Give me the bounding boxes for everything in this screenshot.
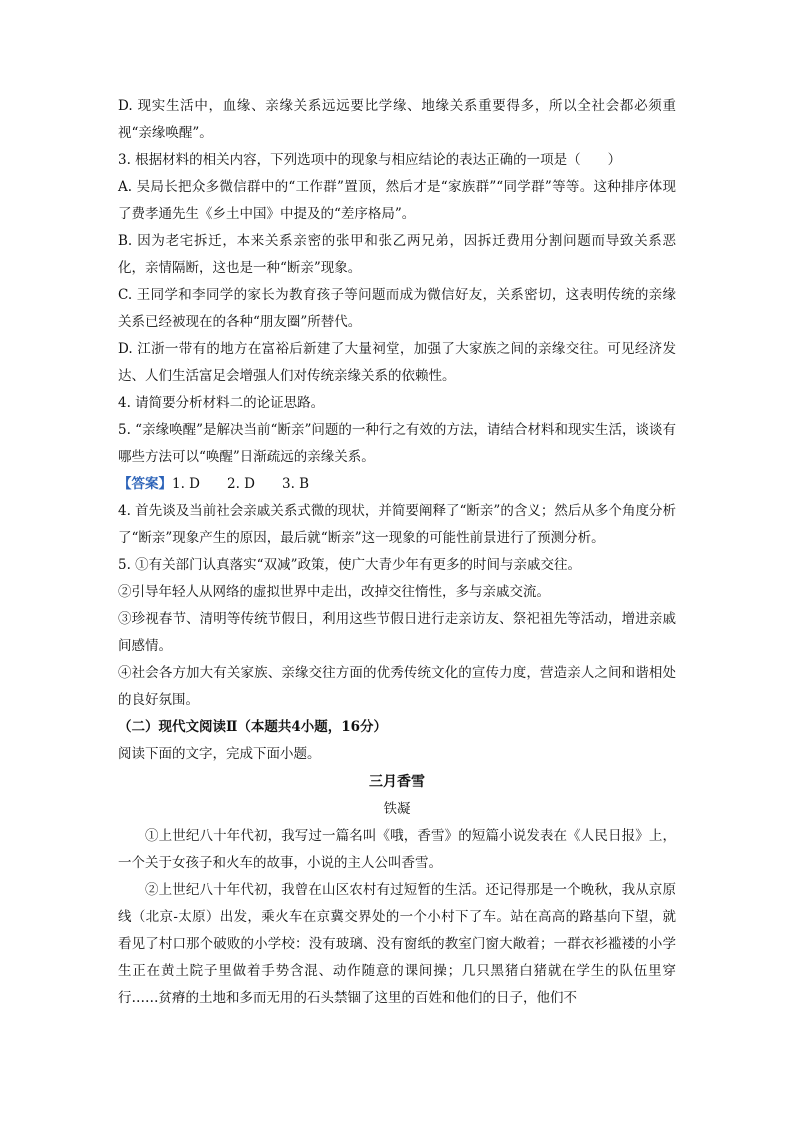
answer-5-2: ②引导年轻人从网络的虚拟世界中走出，改掉交往惰性，多与亲戚交流。 (118, 584, 550, 600)
q3-option-c: C. 王同学和李同学的家长为教育孩子等问题而成为微信好友，关系密切，这表明传统的亲缘关系已经被现在的各种“朋友圈”所替代。 (118, 287, 676, 330)
answer-item-1: 1. D (172, 476, 200, 492)
answer-5-4: ④社会各方加大有关家族、亲缘交往方面的优秀传统文化的宣传力度，营造亲人之间和谐相处的良好氛围。 (118, 665, 676, 708)
q3-stem: 3. 根据材料的相关内容，下列选项中的现象与相应结论的表达正确的一项是（ ） (118, 152, 622, 168)
answer-4: 4. 首先谈及当前社会亲戚关系式微的现状，并简要阐释了“断亲”的含义；然后从多个角度分析了“断亲”现象产生的原因，最后就“断亲”这一现象的可能性前景进行了预测分析。 (118, 503, 676, 546)
q2-option-d: D. 现实生活中，血缘、亲缘关系远远要比学缘、地缘关系重要得多，所以全社会都必须重视“亲缘唤醒”。 (118, 98, 676, 141)
article-paragraph-1: ①上世纪八十年代初，我写过一篇名叫《哦，香雪》的短篇小说发表在《人民日报》上，一个关于女孩子和火车的故事，小说的主人公叫香雪。 (118, 828, 676, 871)
q3-option-a: A. 吴局长把众多微信群中的“工作群”置顶，然后才是“家族群”“同学群”等等。这种排序体现了费孝通先生《乡土中国》中提及的“差序格局”。 (118, 179, 676, 222)
answer-item-3: 3. B (282, 476, 310, 492)
article-author: 铁凝 (383, 801, 411, 817)
q5-stem: 5. “亲缘唤醒”是解决当前“断亲”问题的一种行之有效的方法，请结合材料和现实生活，谈谈有哪些方法可以“唤醒”日渐疏远的亲缘关系。 (118, 422, 676, 465)
article-paragraph-2: ②上世纪八十年代初，我曾在山区农村有过短暂的生活。还记得那是一个晚秋，我从京原线（北京-太原）出发，乘火车在京冀交界处的一个小村下了车。站在高高的路基向下望，就看见了村口那个破败的小学校：没有玻璃、没有窗纸的教室门窗大敞着；一群衣衫褴褛的小学生正在黄土院子里做着手势含混、动作随意的课间操；几只黑猪白猪就在学生的队伍里穿行……贫瘠的土地和多而无用的石头禁锢了这里的百姓和他们的日子，他们不 (118, 882, 676, 1006)
q4-stem: 4. 请简要分析材料二的论证思路。 (118, 395, 325, 411)
article-title: 三月香雪 (369, 774, 425, 790)
answer-item-2: 2. D (227, 476, 255, 492)
q3-option-b: B. 因为老宅拆迁，本来关系亲密的张甲和张乙两兄弟，因拆迁费用分割问题而导致关系恶化，亲情隔断，这也是一种“断亲”现象。 (118, 233, 676, 276)
answer-5-3: ③珍视春节、清明等传统节假日，利用这些节假日进行走亲访友、祭祀祖先等活动，增进亲戚间感情。 (118, 611, 676, 654)
document-body (118, 93, 676, 1012)
q3-option-d: D. 江浙一带有的地方在富裕后新建了大量祠堂，加强了大家族之间的亲缘交往。可见经济发达、人们生活富足会增强人们对传统亲缘关系的依赖性。 (118, 341, 676, 384)
answer-tag: 【答案】 (118, 476, 172, 492)
answer-summary (118, 471, 676, 498)
answer-5-1: 5. ①有关部门认真落实“双减”政策，使广大青少年有更多的时间与亲戚交往。 (118, 557, 581, 573)
section-instruction: 阅读下面的文字，完成下面小题。 (118, 746, 321, 762)
section-heading: （二）现代文阅读Ⅱ（本题共4小题，16分） (118, 719, 388, 735)
